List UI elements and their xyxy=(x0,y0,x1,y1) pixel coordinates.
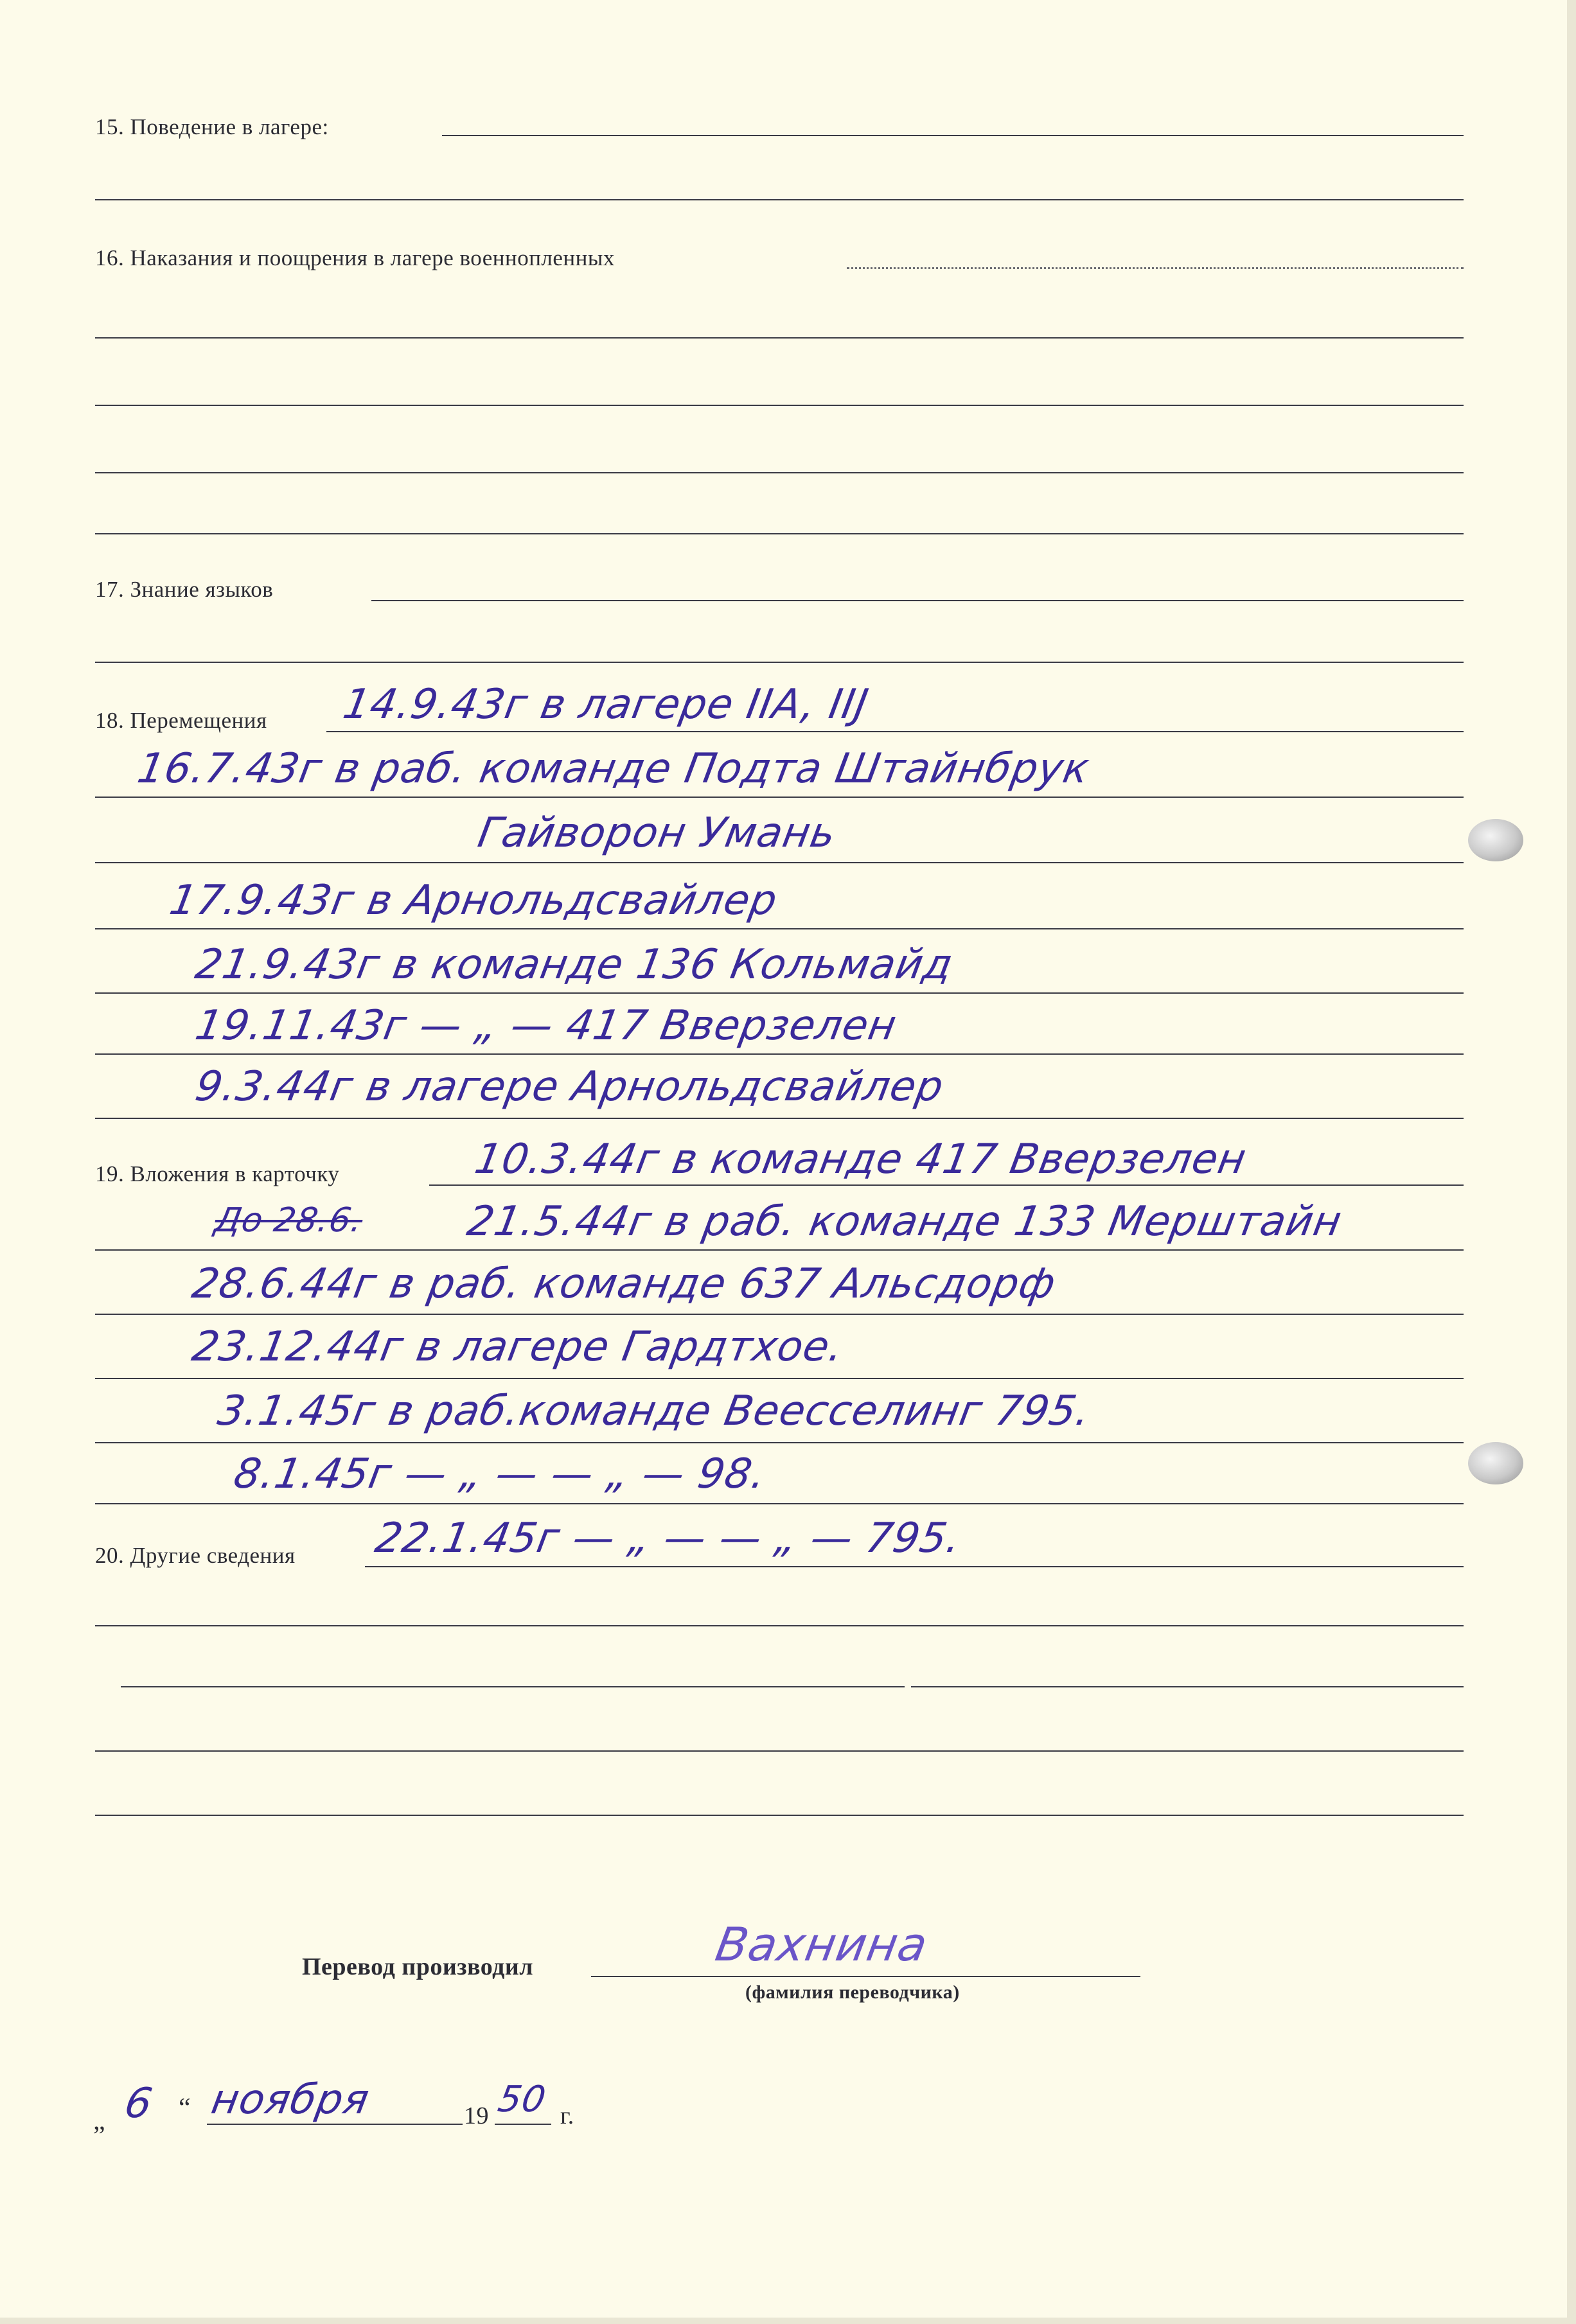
relocation-entry-7: 9.3.44г в лагере Арнольдсвайлер xyxy=(191,1063,948,1111)
card-entry-3: 28.6.44г в раб. команде 637 Альсдорф xyxy=(188,1260,1059,1308)
relocation-entry-6: 19.11.43г — „ — 417 Вверзелен xyxy=(191,1002,901,1050)
field-16-line-3 xyxy=(95,405,1464,406)
field-15-label: 15. Поведение в лагере: xyxy=(95,114,329,139)
field-19-line-3 xyxy=(95,1314,1464,1315)
card-entry-struck: До 28.6. xyxy=(211,1201,366,1240)
date-month-line xyxy=(207,2124,463,2125)
field-16-label: 16. Наказания и поощрения в лагере военнопленных xyxy=(95,245,615,270)
field-18-line-2 xyxy=(95,797,1464,798)
field-19-label: 19. Вложения в карточку xyxy=(95,1161,340,1186)
card-entry-1: 10.3.44г в команде 417 Вверзелен xyxy=(471,1136,1250,1183)
field-16-line xyxy=(847,267,1464,269)
field-19-line-2 xyxy=(95,1249,1464,1251)
translator-line xyxy=(591,1976,1140,1977)
translator-caption: (фамилия переводчика) xyxy=(745,1982,960,2003)
field-18-line-7 xyxy=(95,1118,1464,1119)
field-15-line xyxy=(442,135,1464,136)
field-19-line-4 xyxy=(95,1378,1464,1379)
date-day: 6 xyxy=(121,2080,157,2127)
relocation-entry-3: Гайворон Умань xyxy=(474,809,840,857)
punch-hole-lower xyxy=(1468,1442,1523,1484)
field-20-line-2 xyxy=(95,1625,1464,1626)
field-17-line xyxy=(371,600,1464,601)
field-20-line xyxy=(365,1566,1464,1567)
card-entry-6: 8.1.45г — „ — — „ — 98. xyxy=(230,1450,770,1498)
field-18-line-6 xyxy=(95,1053,1464,1055)
other-info-entry: 22.1.45г — „ — — „ — 795. xyxy=(371,1515,965,1562)
date-year-abbr: г. xyxy=(560,2102,574,2129)
relocation-entry-2: 16.7.43г в раб. команде Подта Штайнбрук xyxy=(134,745,1093,793)
field-19-line xyxy=(429,1184,1464,1186)
field-16-line-4 xyxy=(95,472,1464,473)
paper-edge-bottom xyxy=(0,2318,1576,2324)
paper-edge-right xyxy=(1567,0,1576,2324)
field-20-line-3 xyxy=(121,1686,905,1687)
translator-label: Перевод производил xyxy=(302,1953,534,1980)
field-19-line-6 xyxy=(95,1503,1464,1504)
punch-hole-upper xyxy=(1468,819,1523,861)
relocation-entry-4: 17.9.43г в Арнольдсвайлер xyxy=(166,877,781,924)
date-year-suffix: 50 xyxy=(495,2079,549,2120)
field-16-line-2 xyxy=(95,337,1464,339)
translator-signature: Вахнина xyxy=(711,1917,932,1971)
field-19-line-5 xyxy=(95,1442,1464,1443)
field-15-line-2 xyxy=(95,199,1464,200)
field-20-label: 20. Другие сведения xyxy=(95,1543,296,1568)
date-year-prefix: 19 xyxy=(464,2102,489,2129)
field-18-line-4 xyxy=(95,928,1464,929)
card-entry-5: 3.1.45г в раб.команде Веесселинг 795. xyxy=(214,1387,1095,1435)
field-20-line-5 xyxy=(95,1815,1464,1816)
date-close-quote: “ xyxy=(179,2093,191,2123)
date-open-quote: „ xyxy=(93,2106,106,2136)
field-18-label: 18. Перемещения xyxy=(95,708,267,733)
field-18-line-5 xyxy=(95,992,1464,994)
card-entry-4: 23.12.44г в лагере Гардтхое. xyxy=(188,1323,847,1371)
field-16-line-5 xyxy=(95,533,1464,534)
field-20-line-4 xyxy=(95,1750,1464,1752)
field-17-label: 17. Знание языков xyxy=(95,577,274,602)
field-18-line-3 xyxy=(95,862,1464,863)
card-entry-2: 21.5.44г в раб. команде 133 Мерштайн xyxy=(463,1198,1346,1246)
relocation-entry-5: 21.9.43г в команде 136 Кольмайд xyxy=(191,941,957,989)
field-18-line xyxy=(326,731,1464,732)
date-month: ноября xyxy=(208,2076,373,2124)
relocation-entry-1: 14.9.43г в лагере IIA, IIJ xyxy=(339,681,872,728)
field-17-line-2 xyxy=(95,662,1464,663)
date-year-line xyxy=(495,2124,551,2125)
field-20-line-3b xyxy=(911,1686,1464,1687)
